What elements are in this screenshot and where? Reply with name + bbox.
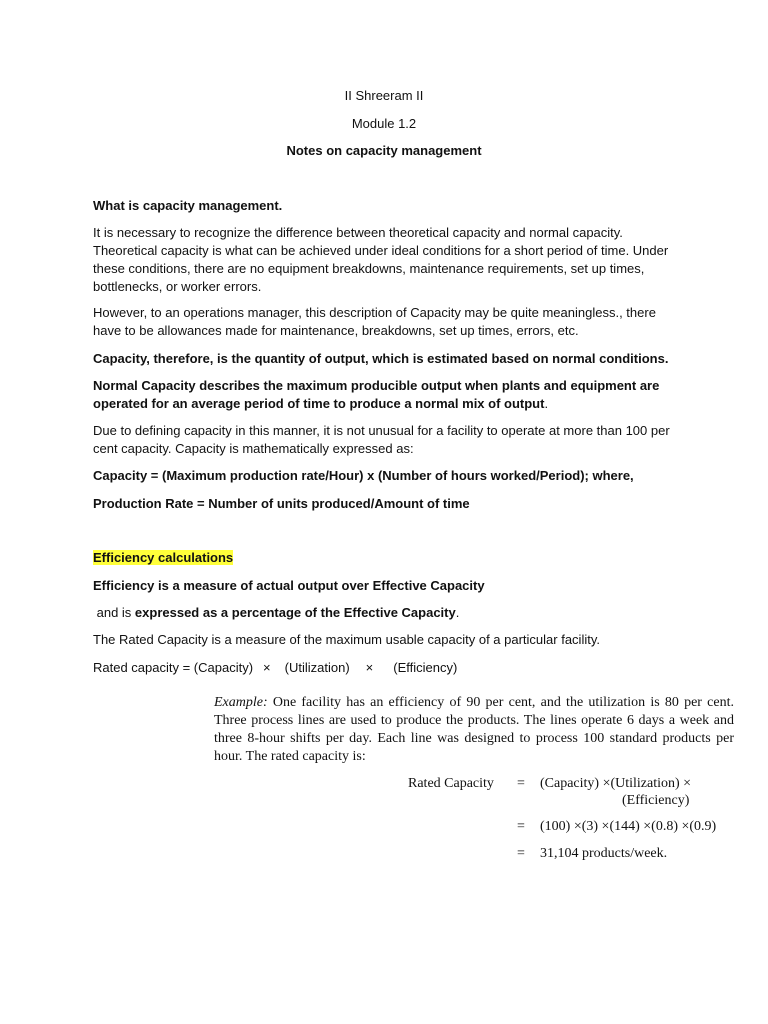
- normal-capacity-text: Normal Capacity describes the maximum producible output when plants and equipment are operated for an average period of time to produce a normal mix of output: [93, 378, 660, 411]
- equation-line-1b: (Efficiency): [622, 793, 690, 808]
- paragraph-theoretical-capacity: It is necessary to recognize the difference between theoretical capacity and normal capacity. Theoretical capacity is what can be achieved under ideal conditions for a short period of time. Under these conditions, there are no equipment breakdowns, maintenance requirements, set up times, bottlenecks, or worker errors.: [93, 225, 669, 294]
- section-heading-efficiency: [93, 549, 673, 567]
- document-title: Notes on capacity management: [286, 143, 482, 158]
- formula-capacity: Capacity = (Maximum production rate/Hour) x (Number of hours worked/Period); where,: [93, 468, 634, 483]
- normal-capacity-period: .: [544, 396, 549, 411]
- formula-production-rate: Production Rate = Number of units produced/Amount of time: [93, 496, 470, 511]
- equation-result: 31,104 products/week.: [540, 846, 668, 861]
- paragraph-efficiency-measure: Efficiency is a measure of actual output over Effective Capacity: [93, 578, 485, 593]
- header-line-2: Module 1.2: [351, 116, 417, 131]
- header-line-1: II Shreeram II: [344, 88, 424, 103]
- equation-lhs: Rated Capacity: [408, 776, 494, 791]
- equals-sign: =: [517, 819, 525, 834]
- paragraph-capacity-definition: Capacity, therefore, is the quantity of output, which is estimated based on normal conditions.: [93, 351, 669, 366]
- times-sign: ×: [263, 660, 271, 675]
- example-text: One facility has an efficiency of 90 per cent, and the utilization is 80 per cent. Three process lines are used to produce the products. The lines operate 6 days a week and three 8-hour shifts per day. Each line was designed to process 100 standard products per hour. The rated capacity is:: [214, 695, 734, 764]
- equals-sign: =: [517, 776, 525, 791]
- paragraph-rated-capacity: The Rated Capacity is a measure of the maximum usable capacity of a particular facility.: [93, 632, 600, 647]
- highlighted-heading: Efficiency calculations: [93, 550, 234, 565]
- paragraph-normal-capacity: [93, 377, 673, 413]
- paragraph-operations-manager: However, to an operations manager, this description of Capacity may be quite meaningless., there have to be allowances made for maintenance, breakdowns, set up times, errors, etc.: [93, 305, 656, 338]
- equals-sign: =: [517, 846, 525, 861]
- equation-line-2: (100) ×(3) ×(144) ×(0.8) ×(0.9): [540, 819, 717, 834]
- text-segment: and is: [93, 605, 135, 620]
- example-label: Example:: [214, 695, 268, 710]
- formula-rated-capacity: [93, 659, 673, 677]
- paragraph-over-capacity: Due to defining capacity in this manner, it is not unusual for a facility to operate at more than 100 per cent capacity. Capacity is mathematically expressed as:: [93, 423, 670, 456]
- text-period: .: [455, 605, 460, 620]
- paragraph-efficiency-percentage: [93, 604, 673, 622]
- example-block: [214, 694, 734, 766]
- section-heading-capacity: What is capacity management.: [93, 198, 283, 213]
- bold-segment: expressed as a percentage of the Effective Capacity: [134, 605, 456, 620]
- rated-rhs: (Efficiency): [393, 660, 458, 675]
- equation-line-1: (Capacity) ×(Utilization) ×: [540, 776, 692, 791]
- rated-lhs: Rated capacity = (Capacity): [93, 660, 254, 675]
- rated-mid: (Utilization): [284, 660, 350, 675]
- times-sign: ×: [365, 660, 374, 675]
